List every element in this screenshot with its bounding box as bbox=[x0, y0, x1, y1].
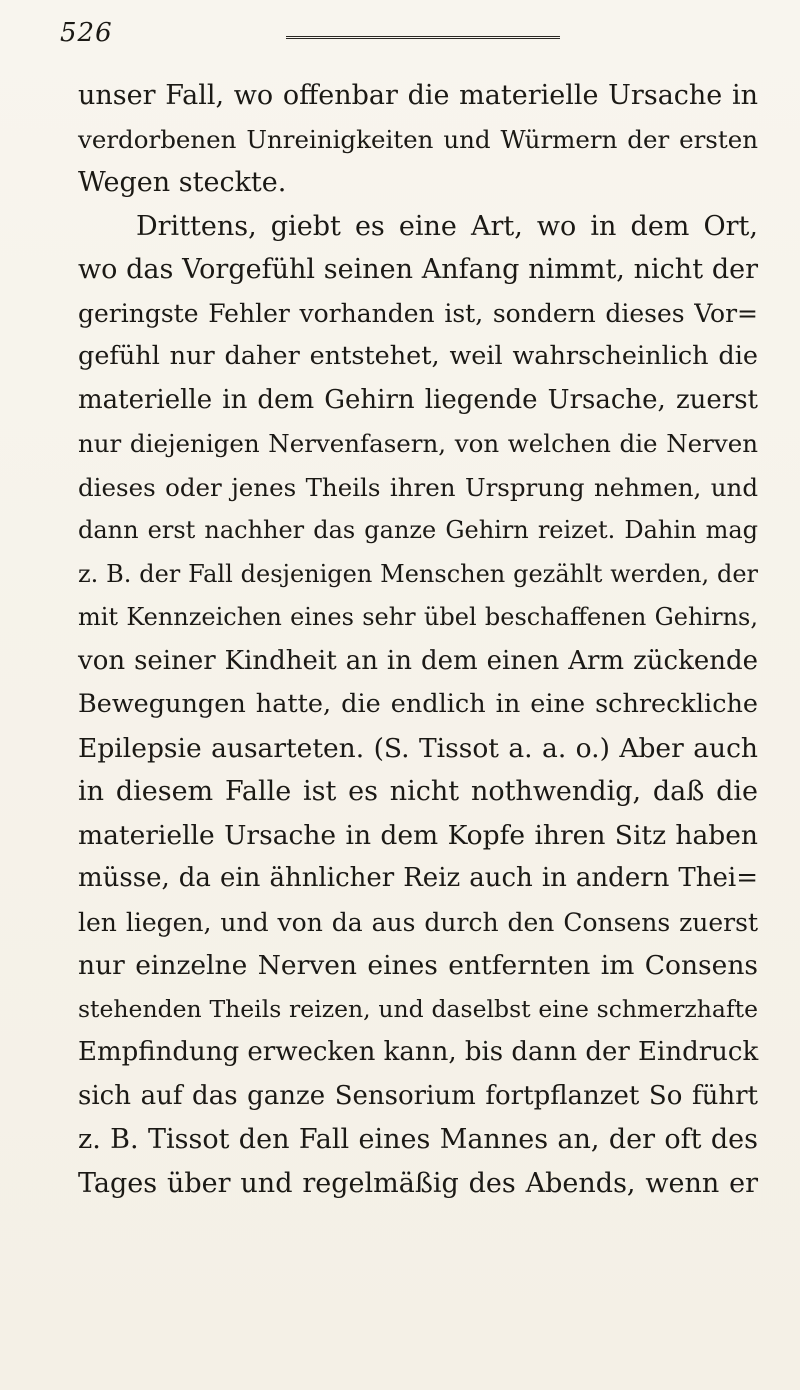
text-line: sich auf das ganze Sensorium fortpflanzet So führt bbox=[78, 1080, 758, 1111]
body-text bbox=[78, 74, 758, 1205]
text-line: müsse, da ein ähnlicher Reiz auch in andern Thei= bbox=[78, 863, 758, 893]
paragraph-start-line: Drittens, giebt es eine Art, wo in dem Ort, bbox=[136, 210, 758, 242]
text-line: verdorbenen Unreinigkeiten und Würmern der ersten bbox=[78, 124, 758, 154]
text-line: Epilepsie ausarteten. (S. Tissot a. a. o.) Aber auch bbox=[78, 732, 758, 764]
text-line: dieses oder jenes Theils ihren Ursprung nehmen, und bbox=[78, 472, 758, 502]
page-header bbox=[60, 14, 560, 60]
text-line: Wegen steckte. bbox=[78, 167, 287, 198]
text-line: Tages über und regelmäßig des Abends, wenn er bbox=[78, 1167, 758, 1199]
text-line: z. B. der Fall desjenigen Menschen gezählt werden, der bbox=[78, 559, 758, 588]
text-line: in diesem Falle ist es nicht nothwendig, daß die bbox=[78, 776, 758, 807]
text-line: materielle in dem Gehirn liegende Ursache, zuerst bbox=[78, 384, 758, 415]
text-line: stehenden Theils reizen, und daselbst eine schmerzhafte bbox=[78, 994, 758, 1023]
text-line: dann erst nachher das ganze Gehirn reizet. Dahin mag bbox=[78, 516, 758, 544]
text-line: nur diejenigen Nervenfasern, von welchen die Nerven bbox=[78, 429, 758, 458]
text-line: Empfindung erwecken kann, bis dann der Eindruck bbox=[78, 1037, 759, 1067]
text-line: mit Kennzeichen eines sehr übel beschaffenen Gehirns, bbox=[78, 603, 758, 631]
text-line: geringste Fehler vorhanden ist, sondern dieses Vor= bbox=[78, 298, 758, 328]
text-line: von seiner Kindheit an in dem einen Arm zückende bbox=[78, 645, 758, 676]
header-rule bbox=[286, 36, 560, 39]
text-line: len liegen, und von da aus durch den Consens zuerst bbox=[78, 907, 758, 937]
text-line: nur einzelne Nerven eines entfernten im Consens bbox=[78, 950, 758, 981]
text-line: wo das Vorgefühl seinen Anfang nimmt, nicht der bbox=[78, 254, 758, 285]
text-line: Bewegungen hatte, die endlich in eine schreckliche bbox=[78, 689, 758, 719]
text-line: unser Fall, wo offenbar die materielle Ursache in bbox=[78, 80, 758, 111]
text-line: z. B. Tissot den Fall eines Mannes an, der oft des bbox=[78, 1124, 758, 1155]
text-line: gefühl nur daher entstehet, weil wahrscheinlich die bbox=[78, 341, 758, 371]
text-line: materielle Ursache in dem Kopfe ihren Sitz haben bbox=[78, 819, 758, 851]
page-number: 526 bbox=[60, 18, 113, 48]
